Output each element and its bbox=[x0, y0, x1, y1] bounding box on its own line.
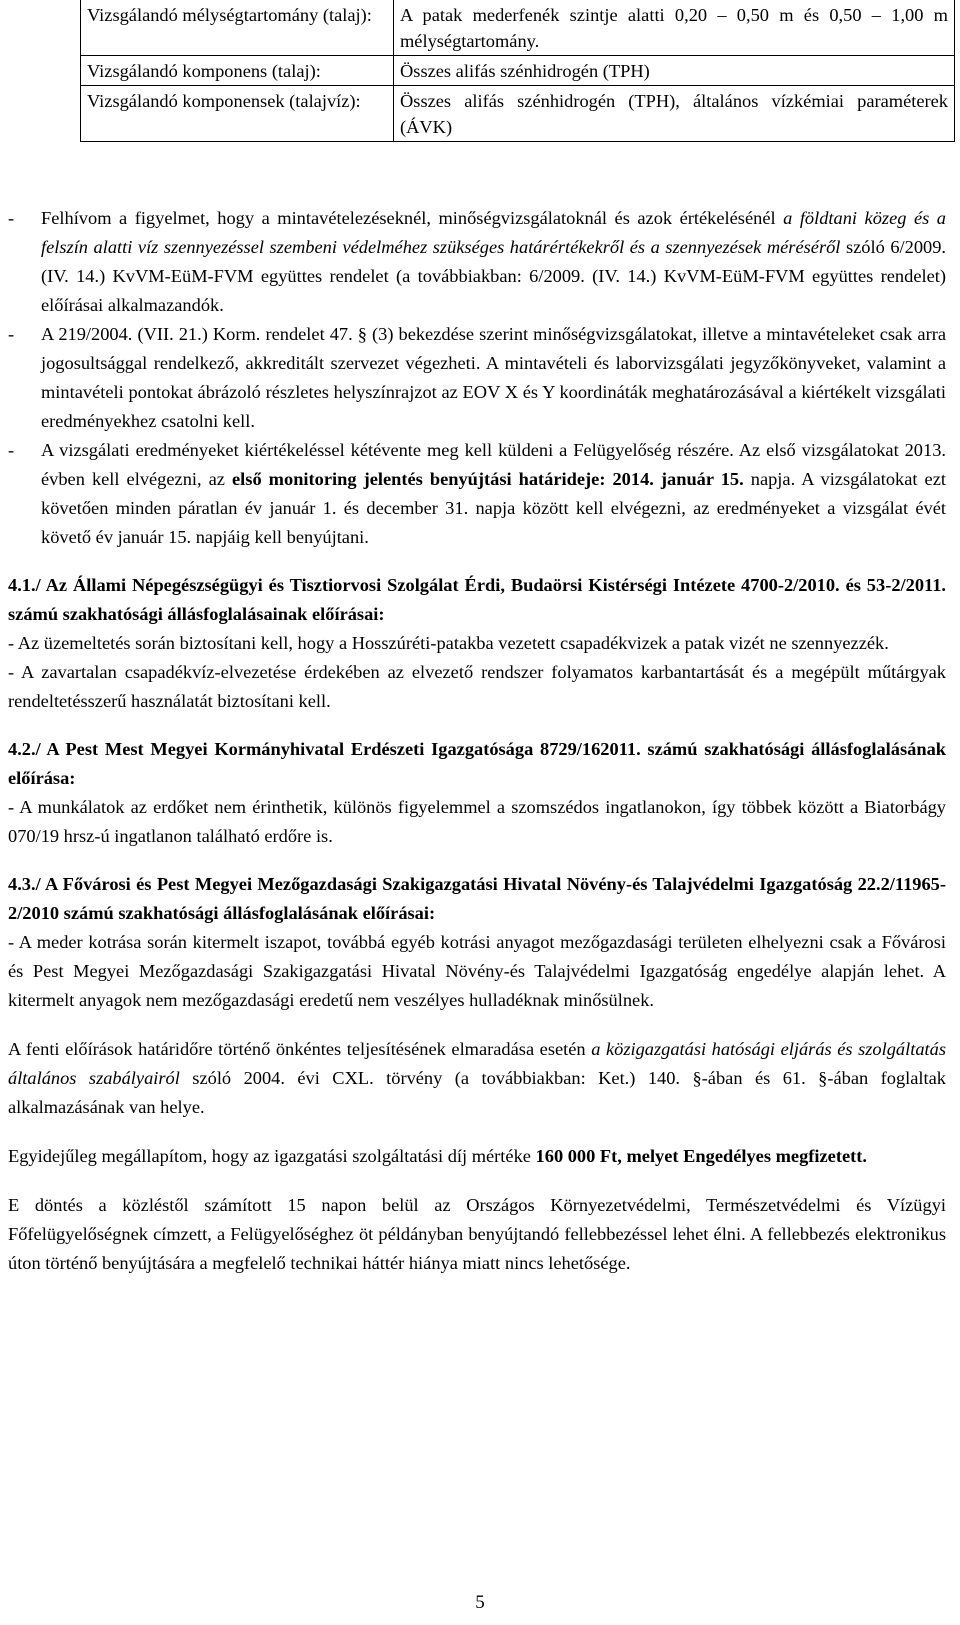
section-heading-4-1: 4.1./ Az Állami Népegészségügyi és Tisztiorvosi Szolgálat Érdi, Budaörsi Kistérségi Intézete 4700-2/2010. és 53-2/2011. számú szakhatósági állásfoglalásainak előírásai: bbox=[8, 575, 946, 624]
list-dash: - bbox=[8, 208, 15, 228]
list-item bbox=[8, 320, 946, 436]
page-number: 5 bbox=[475, 1592, 485, 1613]
table-value: Összes alifás szénhidrogén (TPH), általános vízkémiai paraméterek (ÁVK) bbox=[394, 86, 955, 142]
document-body bbox=[8, 204, 946, 1278]
list-item bbox=[8, 436, 946, 552]
law-title: a közigazgatási hatósági eljárás és szolgáltatás általános szabályairól bbox=[8, 1039, 947, 1088]
deadline-text: első monitoring jelentés benyújtási határideje: 2014. január 15. bbox=[232, 469, 744, 489]
bullet-text: A vizsgálati eredményeket kiértékeléssel kétévente meg kell küldeni a Felügyelőség részére. Az első vizsgálatokat 2013. évben kell elvégezni, az bbox=[41, 440, 946, 489]
table-row bbox=[81, 86, 955, 142]
section-paragraph: - A munkálatok az erdőket nem érinthetik, különös figyelemmel a szomszédos ingatlanokon, így többek között a Biatorbágy 070/19 hrsz-ú ingatlanon található erdőre is. bbox=[8, 797, 946, 846]
bullet-text: Felhívom a figyelmet, hogy a mintavételezéseknél, minőségvizsgálatoknál és azok értékelésénél bbox=[41, 208, 784, 228]
section-paragraph: - Az üzemeltetés során biztosítani kell, hogy a Hosszúréti-patakba vezetett csapadékvizek a patak vizét ne szennyezzék. bbox=[8, 633, 889, 653]
section-heading-4-2: 4.2./ A Pest Mest Megyei Kormányhivatal Erdészeti Igazgatósága 8729/162011. számú szakhatósági állásfoglalásának előírása: bbox=[8, 739, 946, 788]
list-item bbox=[8, 204, 946, 320]
table-label: Vizsgálandó komponens (talaj): bbox=[81, 56, 394, 86]
table-label: Vizsgálandó mélységtartomány (talaj): bbox=[81, 0, 394, 56]
list-dash: - bbox=[8, 440, 15, 460]
section-paragraph: - A meder kotrása során kitermelt iszapot, továbbá egyéb kotrási anyagot mezőgazdasági területen elhelyezni csak a Fővárosi és Pest Megyei Mezőgazdasági Szakigazgatási Hivatal Növény-és Talajvédelmi Igazgatóság engedélye alapján lehet. A kitermelt anyagok nem mezőgazdasági eredetű nem veszélyes hulladéknak minősülnek. bbox=[8, 932, 946, 1010]
fee-amount: 160 000 Ft, melyet Engedélyes megfizetett. bbox=[535, 1146, 867, 1166]
section-heading-4-3: 4.3./ A Fővárosi és Pest Megyei Mezőgazdasági Szakigazgatási Hivatal Növény-és Talajvédelmi Igazgatóság 22.2/11965-2/2010 számú szakhatósági állásfoglalásának előírásai: bbox=[8, 874, 946, 923]
table-label: Vizsgálandó komponensek (talajvíz): bbox=[81, 86, 394, 142]
list-dash: - bbox=[8, 324, 15, 344]
bullet-text: szóló 6/2009. (IV. 14.) KvVM-EüM-FVM együttes rendelet (a továbbiakban: 6/2009. (IV. 14.) KvVM-EüM-FVM együttes rendelet) előírásai alkalmazandók. bbox=[41, 237, 947, 315]
table-value: Összes alifás szénhidrogén (TPH) bbox=[394, 56, 955, 86]
fee-paragraph: Egyidejűleg megállapítom, hogy az igazgatási szolgáltatási díj mértéke 160 000 Ft, melyet Engedélyes megfizetett. bbox=[8, 1146, 867, 1166]
table-value: A patak mederfenék szintje alatti 0,20 – 0,50 m és 0,50 – 1,00 m mélységtartomány. bbox=[394, 0, 955, 56]
appeal-paragraph: E döntés a közléstől számított 15 napon belül az Országos Környezetvédelmi, Természetvédelmi és Vízügyi Főfelügyelőségnek címzett, a Felügyelőséghez öt példányban benyújtandó fellebbezéssel lehet élni. A fellebbezés elektronikus úton történő benyújtására a megfelelő technikai háttér hiánya miatt nincs lehetősége. bbox=[8, 1195, 946, 1273]
regulation-title: a földtani közeg és a felszín alatti víz szennyezéssel szembeni védelméhez szükséges határértékekről és a szennyezések méréséről bbox=[41, 208, 946, 257]
table-row bbox=[81, 56, 955, 86]
table-row bbox=[81, 0, 955, 56]
enforcement-paragraph: A fenti előírások határidőre történő önkéntes teljesítésének elmaradása esetén a közigazgatási hatósági eljárás és szolgáltatás általános szabályairól szóló 2004. évi CXL. törvény (a továbbiakban: Ket.) 140. §-ában és 61. §-ában foglaltak alkalmazásának van helye. bbox=[8, 1039, 947, 1117]
section-paragraph: - A zavartalan csapadékvíz-elvezetése érdekében az elvezető rendszer folyamatos karbantartását és a megépült műtárgyak rendeltetésszerű használatát biztosítani kell. bbox=[8, 662, 946, 711]
parameters-table bbox=[80, 0, 955, 142]
bullet-text: A 219/2004. (VII. 21.) Korm. rendelet 47. § (3) bekezdése szerint minőségvizsgálatokat, illetve a mintavételeket csak arra jogosultsággal rendelkező, akkreditált szervezet végezheti. A mintavételi és laborvizsgálati jegyzőkönyveket, valamint a mintavételi pontokat ábrázoló részletes helyszínrajzot az EOV X és Y koordináták meghatározásával a kiértékelt vizsgálati eredményekhez csatolni kell. bbox=[41, 324, 946, 431]
bullet-text: napja. A vizsgálatokat ezt követően minden páratlan év január 1. és december 31. napja között kell elvégezni, az eredményeket a vizsgálat évét követő év január 15. napjáig kell benyújtani. bbox=[41, 469, 946, 547]
